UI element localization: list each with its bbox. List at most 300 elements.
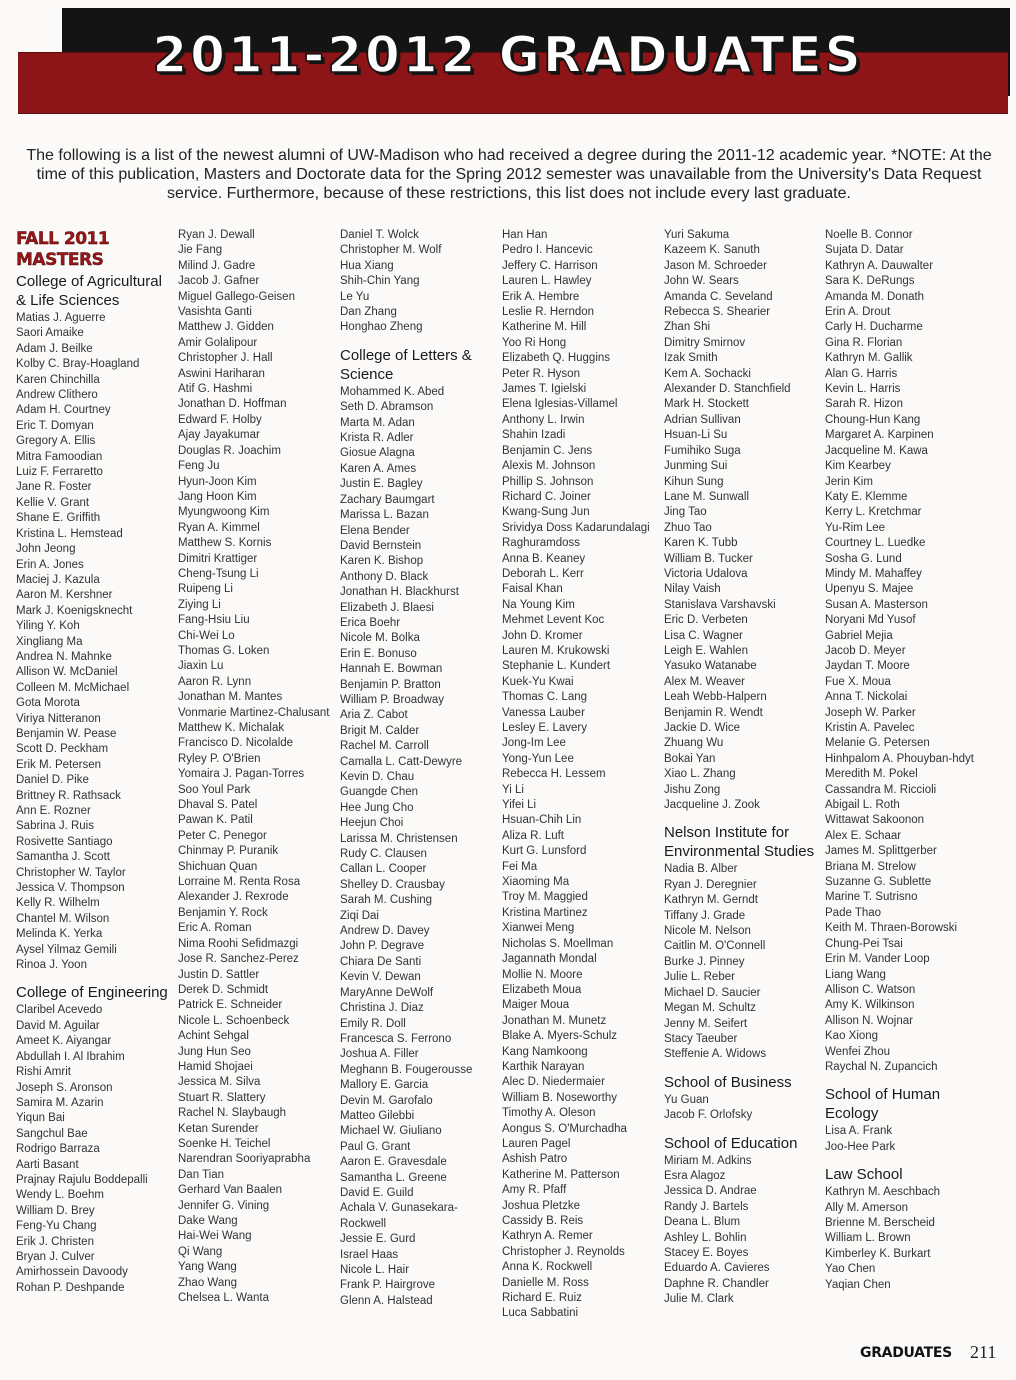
graduate-name: Erica Boehr	[340, 616, 401, 629]
graduate-name: John D. Kromer	[502, 629, 583, 642]
graduate-name: Anna K. Rockwell	[502, 1261, 593, 1274]
graduate-name: Joo-Hee Park	[825, 1140, 896, 1153]
graduate-name: Atif G. Hashmi	[178, 383, 253, 396]
graduate-name: Lorraine M. Renta Rosa	[178, 876, 301, 889]
graduate-name: Katherine M. Hill	[502, 321, 587, 334]
graduate-name: James T. Igielski	[502, 383, 587, 396]
graduate-name: Marine T. Sutrisno	[825, 891, 918, 904]
graduate-name: Stacey E. Boyes	[664, 1246, 749, 1259]
graduate-name: Adam H. Courtney	[16, 404, 111, 417]
graduate-name: Douglas R. Joachim	[178, 444, 281, 457]
graduate-name: William L. Brown	[825, 1232, 911, 1245]
graduate-name: Ally M. Amerson	[825, 1201, 909, 1214]
graduate-name: Danielle M. Ross	[502, 1276, 589, 1289]
graduate-name: Jane R. Foster	[16, 481, 92, 494]
graduate-name: Nicole M. Bolka	[340, 632, 420, 645]
graduate-name: Na Young Kim	[502, 598, 575, 611]
graduate-name: Jackie D. Wice	[664, 722, 741, 734]
graduate-name: Michael D. Saucier	[664, 986, 761, 999]
graduate-name: Amir Golalipour	[178, 336, 258, 349]
graduate-name: Lauren Pagel	[502, 1137, 571, 1150]
graduate-name: Jonathan M. Munetz	[502, 1014, 607, 1027]
graduate-name: Anna B. Keaney	[502, 552, 586, 565]
graduate-name: Xingliang Ma	[16, 635, 83, 648]
graduate-name: Chelsea L. Wanta	[178, 1292, 269, 1305]
graduate-name: Shih-Chin Yang	[340, 275, 420, 288]
graduate-name: Jong-Im Lee	[502, 737, 566, 750]
graduate-name: David Bernstein	[340, 539, 422, 552]
graduate-name: Vonmarie Martinez-Chalusant	[178, 706, 330, 719]
graduate-name: Chantel M. Wilson	[16, 912, 110, 925]
graduate-name: Nilay Vaish	[664, 583, 721, 596]
graduate-name: Pawan K. Patil	[178, 814, 253, 827]
graduate-name: Dimitry Smirnov	[664, 336, 746, 349]
graduate-name: Yong-Yun Lee	[502, 752, 574, 765]
graduate-name: Chiara De Santi	[340, 955, 422, 968]
graduate-name: Nicole L. Hair	[340, 1264, 410, 1276]
graduate-name: Feng-Yu Chang	[16, 1220, 97, 1233]
graduate-name: Rishi Amrit	[16, 1066, 71, 1079]
graduate-name: Kazeem K. Sanuth	[664, 244, 760, 257]
graduate-name: Nadia B. Alber	[664, 863, 738, 876]
graduate-name: Srividya Doss Kadarundalagi	[502, 521, 650, 534]
graduate-name: Alexander J. Rexrode	[178, 891, 289, 904]
graduate-name: Matias J. Aguerre	[16, 312, 106, 324]
graduate-name: Raghuramdoss	[502, 537, 580, 550]
graduate-name: Stephanie L. Kundert	[502, 660, 611, 673]
graduate-name: Ketan Surender	[178, 1122, 259, 1135]
graduate-name: Carly H. Ducharme	[825, 321, 923, 334]
graduate-name: Aria Z. Cabot	[340, 709, 408, 722]
graduate-name: Erik M. Petersen	[16, 758, 101, 771]
graduate-name: Luiz F. Ferraretto	[16, 466, 103, 479]
graduate-name: Ruipeng Li	[178, 583, 233, 596]
graduate-name: David M. Aguilar	[16, 1019, 100, 1032]
graduate-name: Marta M. Adan	[340, 416, 415, 429]
graduate-name: Aaron R. Lynn	[178, 675, 252, 688]
graduate-name: Jose R. Sanchez-Perez	[178, 953, 299, 966]
graduate-name: Mohammed K. Abed	[340, 385, 445, 398]
graduate-name: Xiao L. Zhang	[664, 768, 736, 781]
graduate-name: Jacob J. Gafner	[178, 275, 260, 288]
graduate-name: Jason M. Schroeder	[664, 259, 767, 272]
graduate-name: Benjamin C. Jens	[502, 444, 593, 457]
school-heading: School of Business	[664, 1073, 792, 1091]
graduate-name: Andrew Clithero	[16, 389, 98, 402]
graduate-name: Esra Alagoz	[664, 1169, 726, 1182]
graduate-name: Gregory A. Ellis	[16, 435, 96, 448]
graduate-name: Christopher J. Hall	[178, 352, 273, 365]
graduate-name: Jonathan D. Hoffman	[178, 398, 287, 411]
graduate-name: Jung Hun Seo	[178, 1045, 251, 1058]
graduate-name: Deana L. Blum	[664, 1216, 741, 1229]
graduate-name: Kevin D. Chau	[340, 771, 415, 783]
graduate-name: Ryan J. Dewall	[178, 229, 255, 241]
school-heading: College of Letters & Science	[340, 346, 472, 383]
graduate-name: Megan M. Schultz	[664, 1002, 757, 1015]
graduate-name: Kihun Sung	[664, 475, 724, 488]
graduate-name: Adam J. Beilke	[16, 342, 93, 355]
graduate-name: Christina J. Diaz	[340, 1002, 424, 1015]
graduate-name: Erin M. Vander Loop	[825, 953, 930, 966]
graduate-name: Hannah E. Bowman	[340, 663, 443, 676]
name-column-6	[825, 228, 980, 1293]
graduate-name: Zhao Wang	[178, 1276, 238, 1289]
graduate-name: Burke J. Pinney	[664, 955, 745, 968]
graduate-name: Kevin V. Dewan	[340, 971, 421, 984]
graduate-name: Hee Jung Cho	[340, 801, 414, 814]
graduate-name: Susan A. Masterson	[825, 598, 928, 611]
graduate-name: Jaydan T. Moore	[825, 660, 910, 673]
graduate-name: Mallory E. Garcia	[340, 1079, 429, 1092]
graduate-name: William B. Tucker	[664, 552, 753, 565]
graduate-name: Luca Sabbatini	[502, 1307, 579, 1320]
graduate-name: Keith M. Thraen-Borowski	[825, 922, 958, 935]
graduate-name: Achala V. Gunasekara-Rockwell	[340, 1202, 458, 1230]
graduate-name: Milind J. Gadre	[178, 259, 256, 272]
graduate-name: Kimberley K. Burkart	[825, 1247, 931, 1260]
graduate-name: Erin A. Drout	[825, 306, 891, 319]
graduate-name: Nima Roohi Sefidmazgi	[178, 937, 299, 950]
graduate-name: Mollie N. Moore	[502, 968, 583, 981]
graduate-name: Deborah L. Kerr	[502, 567, 584, 580]
graduate-name: Mark J. Koenigsknecht	[16, 604, 133, 617]
graduate-name: Aswini Hariharan	[178, 367, 265, 380]
school-heading: School of Education	[664, 1134, 798, 1152]
graduate-name: Cassandra M. Riccioli	[825, 783, 937, 796]
graduate-name: Vasishta Ganti	[178, 306, 252, 319]
graduate-name: Erin E. Bonuso	[340, 647, 417, 660]
graduate-name: Anthony D. Black	[340, 570, 429, 583]
graduate-name: Christopher M. Wolf	[340, 244, 442, 257]
graduate-name: Joshua Pletzke	[502, 1199, 580, 1212]
graduate-name: Benjamin Y. Rock	[178, 906, 268, 919]
graduate-name: Daniel T. Wolck	[340, 229, 419, 241]
graduate-name: Jessie E. Gurd	[340, 1233, 416, 1246]
graduate-name: Kao Xiong	[825, 1030, 879, 1043]
graduate-name: Kristina Martinez	[502, 906, 588, 919]
graduate-name: Ann E. Rozner	[16, 805, 91, 817]
graduate-name: Aaron M. Kershner	[16, 589, 113, 602]
graduate-name: Viriya Nitteranon	[16, 712, 101, 725]
graduate-name: Seth D. Abramson	[340, 401, 434, 414]
graduate-name: Troy M. Maggied	[502, 891, 588, 904]
graduate-name: Matthew J. Gidden	[178, 321, 274, 334]
graduate-name: Ashley L. Bohlin	[664, 1231, 747, 1244]
graduate-name: Elizabeth J. Blaesi	[340, 601, 434, 614]
graduate-name: Brittney R. Rathsack	[16, 789, 121, 802]
graduate-name: Aliza R. Luft	[502, 829, 564, 842]
graduate-name: Maiger Moua	[502, 999, 570, 1012]
graduate-name: Jessica D. Andrae	[664, 1185, 757, 1198]
graduate-name: Prajnay Rajulu Boddepalli	[16, 1173, 148, 1186]
graduate-name: Amy K. Wilkinson	[825, 999, 915, 1012]
graduate-name: Erin A. Jones	[16, 558, 84, 571]
graduate-name: Jonathan M. Mantes	[178, 691, 283, 704]
graduate-name: Rohan P. Deshpande	[16, 1281, 125, 1294]
graduate-name: Kevin L. Harris	[825, 383, 901, 396]
graduate-name: John P. Degrave	[340, 940, 425, 953]
graduate-name: Ashish Patro	[502, 1153, 568, 1166]
graduate-name: William P. Broadway	[340, 693, 444, 706]
graduate-name: Qi Wang	[178, 1245, 223, 1258]
graduate-name: Kathryn M. Gerndt	[664, 894, 758, 907]
graduate-name: Benjamin W. Pease	[16, 727, 117, 740]
graduate-name: Jessica M. Silva	[178, 1076, 261, 1089]
graduate-name: Aarti Basant	[16, 1158, 79, 1171]
graduate-name: Bryan J. Culver	[16, 1250, 95, 1263]
graduate-name: Hamid Shojaei	[178, 1060, 253, 1073]
graduate-name: Elena Iglesias-Villamel	[502, 398, 618, 411]
graduate-name: Jie Fang	[178, 244, 223, 257]
graduate-name: Sarah M. Cushing	[340, 894, 433, 907]
graduate-name: Shelley D. Crausbay	[340, 878, 445, 891]
graduate-name: Meredith M. Pokel	[825, 768, 918, 781]
graduate-name: Sara K. DeRungs	[825, 275, 915, 288]
school-heading: College of Engineering	[16, 984, 168, 1002]
graduate-name: Dhaval S. Patel	[178, 799, 258, 812]
graduate-name: Fue X. Moua	[825, 675, 891, 688]
graduate-name: Alex E. Schaar	[825, 829, 902, 842]
graduate-name: Tiffany J. Grade	[664, 909, 746, 922]
graduate-name: Stuart R. Slattery	[178, 1091, 266, 1104]
graduate-name: Meghann B. Fougerousse	[340, 1063, 473, 1076]
graduate-name: Yaqian Chen	[825, 1278, 891, 1291]
graduate-name: Mindy M. Mahaffey	[825, 567, 922, 580]
graduate-name: Ziying Li	[178, 598, 221, 611]
graduate-name: Katherine M. Patterson	[502, 1168, 620, 1181]
graduate-name: Achint Sehgal	[178, 1030, 249, 1043]
graduate-name: Peter C. Penegor	[178, 829, 267, 842]
name-column-1	[16, 228, 171, 1296]
graduate-name: Aysel Yilmaz Gemili	[16, 943, 117, 956]
graduate-name: Chung-Pei Tsai	[825, 937, 903, 950]
graduate-name: Margaret A. Karpinen	[825, 429, 934, 442]
graduate-name: Matthew K. Michalak	[178, 722, 285, 734]
graduate-name: Yuri Sakuma	[664, 229, 730, 241]
graduate-name: Jonathan H. Blackhurst	[340, 586, 459, 599]
graduate-name: Benjamin P. Bratton	[340, 678, 441, 691]
graduate-name: Karen A. Ames	[340, 462, 417, 475]
graduate-name: Leah Webb-Halpern	[664, 691, 767, 704]
graduate-name: William B. Noseworthy	[502, 1091, 618, 1104]
graduate-name: Xianwei Meng	[502, 922, 575, 935]
graduate-name: Myungwoong Kim	[178, 506, 270, 519]
graduate-name: Mitra Famoodian	[16, 450, 103, 463]
graduate-name: Caitlin M. O'Connell	[664, 940, 766, 953]
graduate-name: Allison C. Watson	[825, 983, 916, 996]
graduate-name: Leslie R. Herndon	[502, 306, 595, 319]
graduate-name: Zhan Shi	[664, 321, 711, 334]
degree-heading: MASTERS	[16, 250, 104, 270]
graduate-name: Devin M. Garofalo	[340, 1094, 433, 1107]
graduate-name: Glenn A. Halstead	[340, 1294, 433, 1307]
graduate-name: Justin D. Sattler	[178, 968, 260, 981]
graduate-name: John W. Sears	[664, 275, 739, 288]
graduate-name: Rachel N. Slaybaugh	[178, 1107, 287, 1120]
graduate-name: Elizabeth Moua	[502, 983, 582, 996]
graduate-name: Christopher W. Taylor	[16, 866, 126, 879]
name-column-3	[340, 228, 495, 1309]
graduate-name: Saori Amaike	[16, 327, 84, 340]
graduate-name: Yao Chen	[825, 1263, 876, 1276]
graduate-name: Kristin A. Pavelec	[825, 722, 915, 734]
graduate-name: Melinda K. Yerka	[16, 928, 103, 941]
graduate-name: Yu-Rim Lee	[825, 521, 886, 534]
graduate-name: Izak Smith	[664, 352, 718, 365]
graduate-name: Nicole L. Schoenbeck	[178, 1014, 290, 1027]
graduate-name: Leigh E. Wahlen	[664, 644, 748, 657]
graduate-name: Hsuan-Chih Lin	[502, 814, 582, 827]
graduate-name: William D. Brey	[16, 1204, 95, 1217]
graduate-name: Adrian Sullivan	[664, 413, 741, 426]
graduate-name: Shane E. Griffith	[16, 512, 101, 525]
graduate-name: Lauren L. Hawley	[502, 275, 592, 288]
graduate-name: Vanessa Lauber	[502, 706, 585, 719]
graduate-name: Elizabeth Q. Huggins	[502, 352, 611, 365]
section-footer-label: GRADUATES	[860, 1345, 952, 1361]
school-heading: School of Human Ecology	[825, 1086, 941, 1123]
graduate-name: Paul G. Grant	[340, 1140, 411, 1153]
graduate-name: Raychal N. Zupancich	[825, 1060, 938, 1073]
graduate-name: Courtney L. Luedke	[825, 537, 926, 550]
school-heading: Law School	[825, 1166, 903, 1184]
graduate-name: Callan L. Cooper	[340, 863, 427, 876]
graduate-name: Yiling Y. Koh	[16, 620, 80, 633]
graduate-name: Hua Xiang	[340, 259, 394, 272]
graduate-name: Miriam M. Adkins	[664, 1154, 752, 1167]
graduate-name: Andrew D. Davey	[340, 925, 430, 938]
graduate-name: Kathryn M. Aeschbach	[825, 1186, 941, 1199]
graduate-name: Alec D. Niedermaier	[502, 1076, 605, 1089]
graduate-name: Marissa L. Bazan	[340, 509, 429, 522]
graduate-name: Samantha L. Greene	[340, 1171, 447, 1184]
graduate-name: Aaron E. Gravesdale	[340, 1156, 447, 1169]
graduate-name: Kathryn M. Gallik	[825, 352, 913, 365]
graduate-name: Stacy Taeuber	[664, 1032, 738, 1045]
graduate-name: David E. Guild	[340, 1186, 414, 1199]
graduate-name: Noelle B. Connor	[825, 229, 913, 241]
graduate-name: Yasuko Watanabe	[664, 660, 757, 673]
graduate-name: Jacob D. Meyer	[825, 644, 906, 657]
graduate-name: Allison N. Wojnar	[825, 1014, 913, 1027]
graduate-name: Kathryn A. Remer	[502, 1230, 593, 1243]
graduate-name: Patrick E. Schneider	[178, 999, 283, 1012]
graduate-name: Jishu Zong	[664, 783, 721, 796]
graduate-name: Camalla L. Catt-Dewyre	[340, 755, 463, 768]
graduate-name: Eric T. Domyan	[16, 419, 94, 432]
graduate-name: Emily R. Doll	[340, 1017, 406, 1030]
graduate-name: Hyun-Joon Kim	[178, 475, 257, 488]
graduate-name: Colleen M. McMichael	[16, 681, 130, 694]
graduate-name: Ryley P. O'Brien	[178, 752, 261, 765]
graduate-name: Ryan J. Deregnier	[664, 878, 757, 891]
graduate-name: Christopher J. Reynolds	[502, 1245, 625, 1258]
graduate-name: Sangchul Bae	[16, 1127, 88, 1140]
graduate-name: Karen K. Bishop	[340, 555, 424, 568]
graduate-name: Jang Hoon Kim	[178, 490, 257, 503]
graduate-name: Chinmay P. Puranik	[178, 845, 279, 858]
graduate-name: Claribel Acevedo	[16, 1004, 103, 1017]
graduate-name: Guangde Chen	[340, 786, 419, 799]
graduate-name: Benjamin R. Wendt	[664, 706, 763, 719]
graduate-name: Rodrigo Barraza	[16, 1143, 100, 1156]
graduate-name: Rudy C. Clausen	[340, 848, 427, 861]
graduate-name: Fei Ma	[502, 860, 538, 873]
graduate-name: Frank P. Hairgrove	[340, 1279, 436, 1292]
graduate-name: MaryAnne DeWolf	[340, 986, 434, 999]
graduate-name: Larissa M. Christensen	[340, 832, 458, 845]
graduate-name: Ryan A. Kimmel	[178, 521, 260, 534]
graduate-name: Kristina L. Hemstead	[16, 527, 123, 540]
graduate-name: Kim Kearbey	[825, 460, 891, 473]
graduate-name: Hinhpalom A. Phouyban-hdyt	[825, 752, 974, 765]
graduate-name: Dan Zhang	[340, 306, 397, 319]
graduate-name: Aongus S. O'Murchadha	[502, 1122, 627, 1135]
graduate-name: Lisa A. Frank	[825, 1125, 893, 1138]
graduate-name: Andrea N. Mahnke	[16, 650, 112, 663]
graduate-name: Wendy L. Boehm	[16, 1189, 105, 1202]
graduate-name: Xiaoming Ma	[502, 876, 570, 889]
graduate-name: Joseph W. Parker	[825, 706, 916, 719]
name-column-2	[178, 228, 333, 1306]
graduate-name: Zhuang Wu	[664, 737, 724, 750]
page-title: 2011-2012 GRADUATES	[152, 26, 864, 84]
graduate-name: Anthony L. Irwin	[502, 413, 585, 426]
graduate-name: Elena Bender	[340, 524, 410, 537]
graduate-name: Matthew S. Kornis	[178, 537, 272, 550]
graduate-name: Kolby C. Bray-Hoagland	[16, 358, 140, 371]
graduate-name: Mehmet Levent Koc	[502, 614, 605, 627]
graduate-name: Erik A. Hembre	[502, 290, 580, 303]
graduate-name: Lesley E. Lavery	[502, 722, 588, 734]
graduate-name: Kerry L. Kretchmar	[825, 506, 922, 519]
graduate-name: Zachary Baumgart	[340, 493, 435, 506]
graduate-name: Krista R. Adler	[340, 432, 414, 445]
graduate-name: Yi Li	[502, 783, 524, 796]
graduate-name: Honghao Zheng	[340, 321, 423, 334]
graduate-name: Briana M. Strelow	[825, 860, 916, 873]
graduate-name: Shichuan Quan	[178, 860, 258, 873]
graduate-name: Stanislava Varshavski	[664, 598, 776, 611]
graduate-name: Francisco D. Nicolalde	[178, 737, 294, 750]
graduate-name: Amanda M. Donath	[825, 290, 925, 303]
graduate-name: Richard C. Joiner	[502, 490, 591, 503]
graduate-name: Karthik Narayan	[502, 1060, 585, 1073]
graduate-name: Justin E. Bagley	[340, 478, 423, 491]
graduate-name: Francesca S. Ferrono	[340, 1032, 452, 1045]
graduate-name: Amy R. Pfaff	[502, 1184, 567, 1197]
graduate-name: Steffenie A. Widows	[664, 1048, 767, 1061]
graduate-name: Le Yu	[340, 290, 370, 303]
graduate-name: Gabriel Mejia	[825, 629, 893, 642]
graduate-name: Fang-Hsiu Liu	[178, 614, 250, 627]
graduate-name: Kem A. Sochacki	[664, 367, 751, 380]
graduate-name: Junming Sui	[664, 460, 728, 473]
intro-paragraph: The following is a list of the newest alumni of UW-Madison who had received a degree during the 2011-12 academic year. *NOTE: At the time of this publication, Masters and Doctorate data for the Spring 2012 semester was unavailable from the University's Data Request service. Furthermore, because of these restrictions, this list does not include every last graduate.	[26, 147, 992, 202]
graduate-name: Daphne R. Chandler	[664, 1277, 769, 1290]
graduate-name: Dimitri Krattiger	[178, 552, 258, 565]
graduate-name: Pedro I. Hancevic	[502, 244, 593, 257]
graduate-name: Matteo Gilebbi	[340, 1109, 415, 1122]
graduate-name: Jenny M. Seifert	[664, 1017, 748, 1030]
graduate-name: Jacqueline M. Kawa	[825, 444, 928, 457]
graduate-name: Blake A. Myers-Schulz	[502, 1030, 618, 1043]
graduate-name: Jiaxin Lu	[178, 660, 224, 673]
graduate-name: Eric A. Roman	[178, 922, 252, 935]
graduate-name: Thomas C. Lang	[502, 691, 588, 704]
graduate-name: Abigail L. Roth	[825, 799, 900, 812]
